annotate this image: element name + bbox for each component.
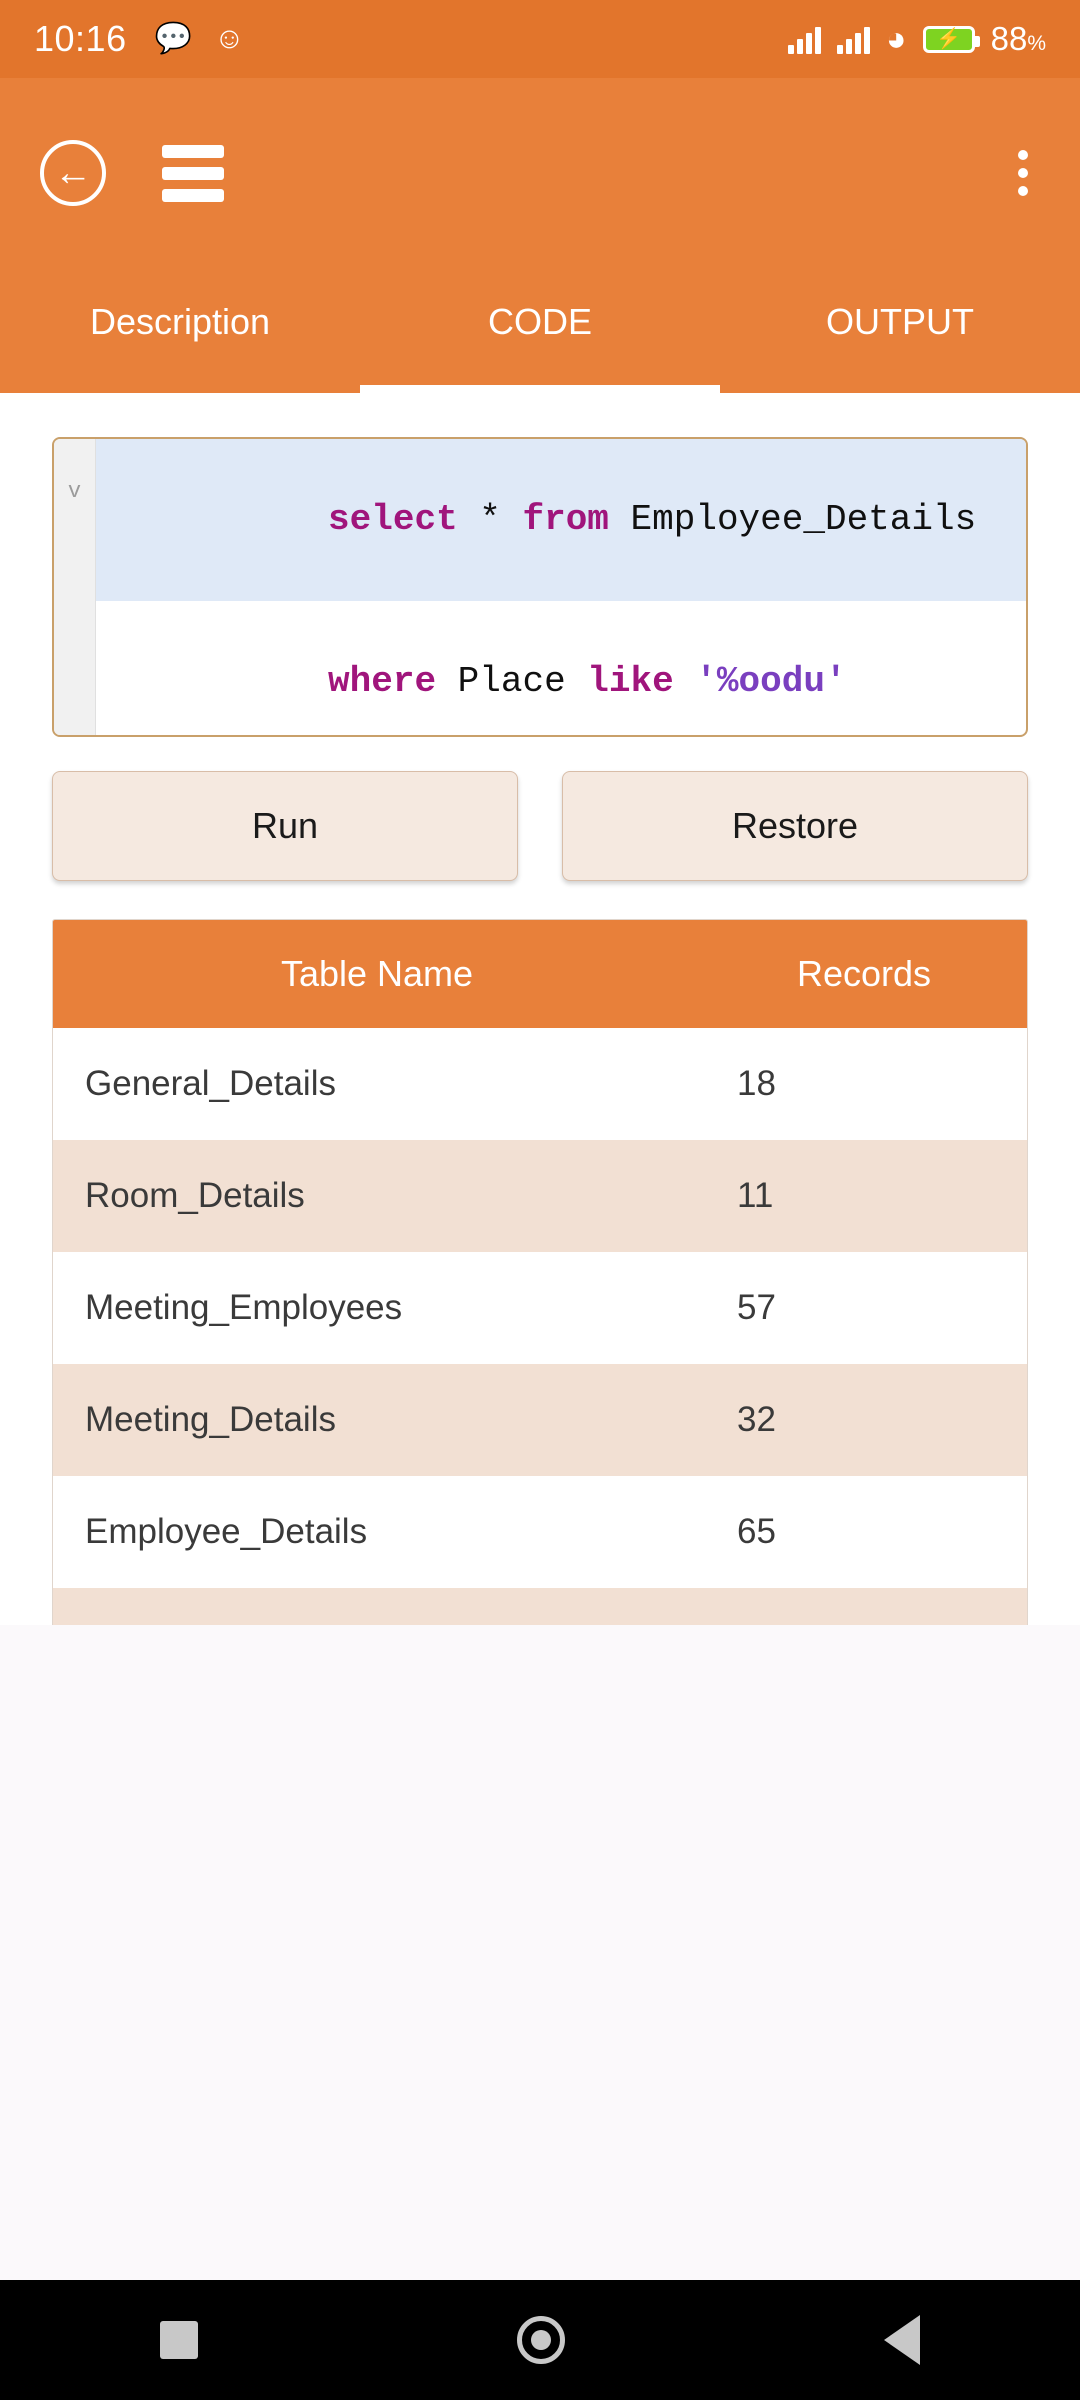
code-token: like bbox=[587, 661, 696, 702]
battery-level-value: 88 bbox=[990, 20, 1028, 57]
ghost-icon: ☺ bbox=[213, 22, 245, 55]
table-row[interactable] bbox=[53, 1140, 1027, 1252]
table-row[interactable] bbox=[53, 1252, 1027, 1364]
cell-table-name: Room_Details bbox=[85, 1176, 305, 1215]
signal-icon-2 bbox=[837, 24, 870, 54]
battery-charging-icon: ⚡ bbox=[923, 26, 975, 53]
cell-table-name: Meeting_Details bbox=[85, 1400, 336, 1439]
code-token: Place bbox=[457, 661, 588, 702]
tab-output[interactable] bbox=[720, 268, 1080, 393]
tab-description[interactable] bbox=[0, 268, 360, 393]
code-token: from bbox=[522, 499, 631, 540]
status-time: 10:16 bbox=[34, 18, 127, 59]
restore-button[interactable]: Restore bbox=[562, 771, 1028, 881]
wifi-icon: ◕ bbox=[886, 20, 907, 58]
status-bar bbox=[0, 0, 1080, 78]
table-row[interactable] bbox=[53, 1028, 1027, 1140]
battery-level bbox=[991, 20, 1046, 58]
code-token: where bbox=[328, 661, 458, 702]
cell-records: 18 bbox=[737, 1064, 776, 1103]
run-button[interactable]: Run bbox=[52, 771, 518, 881]
tab-code[interactable] bbox=[360, 268, 720, 393]
header-table-name: Table Name bbox=[280, 953, 474, 994]
action-button-row bbox=[52, 771, 1028, 881]
code-token: * bbox=[479, 499, 523, 540]
system-navigation-bar bbox=[0, 2280, 1080, 2400]
cell-table-name: Employee_Details bbox=[85, 1512, 368, 1551]
home-icon[interactable] bbox=[517, 2316, 565, 2364]
back-icon[interactable]: ← bbox=[40, 140, 106, 206]
overflow-menu-icon[interactable] bbox=[1006, 140, 1040, 206]
status-notification-icons bbox=[155, 24, 245, 54]
cell-records: 65 bbox=[737, 1512, 776, 1551]
table-row[interactable] bbox=[53, 1364, 1027, 1476]
code-tab-content bbox=[0, 393, 1080, 2280]
sql-editor[interactable] bbox=[52, 437, 1028, 737]
status-system-icons bbox=[788, 20, 1046, 58]
cell-records: 57 bbox=[737, 1288, 776, 1327]
header-records: Records bbox=[796, 953, 932, 994]
battery-percent-symbol: % bbox=[1027, 32, 1046, 55]
empty-lower-pane bbox=[0, 1625, 1080, 2280]
code-line-2 bbox=[96, 601, 1026, 737]
code-token: Employee_Details bbox=[630, 499, 977, 540]
recents-icon[interactable] bbox=[160, 2321, 198, 2359]
tab-code-label: CODE bbox=[487, 300, 592, 342]
app-bar bbox=[0, 78, 1080, 268]
back-nav-icon[interactable] bbox=[884, 2315, 920, 2365]
menu-icon[interactable] bbox=[162, 145, 224, 202]
code-token: '%oodu' bbox=[695, 661, 847, 702]
cell-table-name: General_Details bbox=[85, 1064, 336, 1103]
code-line-1 bbox=[96, 439, 1026, 601]
cell-records: 32 bbox=[737, 1400, 776, 1439]
tables-list bbox=[52, 919, 1028, 1701]
cell-table-name: Meeting_Employees bbox=[85, 1288, 403, 1327]
editor-code-area[interactable] bbox=[96, 439, 1026, 735]
tab-output-label: OUTPUT bbox=[826, 300, 974, 342]
cell-records: 11 bbox=[737, 1176, 774, 1215]
signal-icon-1 bbox=[788, 24, 821, 54]
table-header-row bbox=[53, 920, 1027, 1028]
tab-description-label: Description bbox=[89, 300, 271, 342]
editor-gutter: v bbox=[54, 439, 96, 735]
table-row[interactable] bbox=[53, 1476, 1027, 1588]
chat-icon: 💬 bbox=[154, 22, 192, 55]
code-token: select bbox=[328, 499, 480, 540]
tab-bar bbox=[0, 268, 1080, 393]
